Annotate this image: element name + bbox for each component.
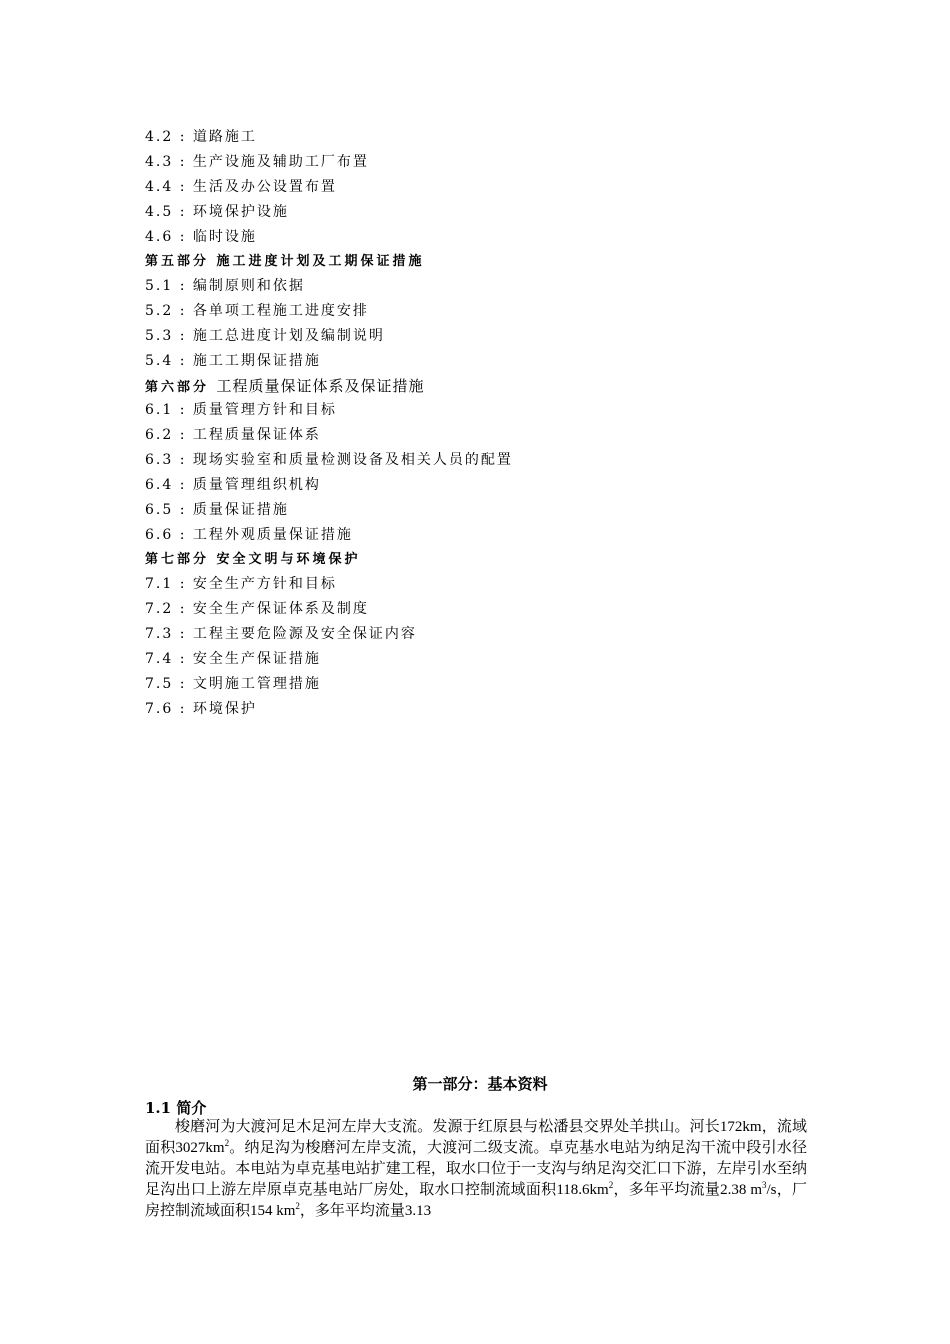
toc-item: 4.6 : 临时设施 bbox=[145, 229, 257, 245]
toc-part-label: 第六部分 bbox=[145, 380, 210, 395]
toc-item: 6.1 : 质量管理方针和目标 bbox=[145, 402, 337, 418]
superscript: 2 bbox=[224, 1138, 230, 1148]
paragraph-text: ，多年平均流量2.38 m bbox=[613, 1182, 763, 1198]
table-of-contents bbox=[145, 127, 845, 724]
toc-item: 4.5 : 环境保护设施 bbox=[145, 204, 289, 220]
toc-item: 4.3 : 生产设施及辅助工厂布置 bbox=[145, 154, 369, 170]
intro-paragraph bbox=[145, 1117, 807, 1222]
toc-part-heading: 第七部分 安全文明与环境保护 bbox=[145, 552, 361, 567]
toc-item: 6.3 : 现场实验室和质量检测设备及相关人员的配置 bbox=[145, 452, 513, 468]
paragraph-text: /s，厂房控制流域面积154 km bbox=[145, 1182, 807, 1219]
toc-item: 7.2 : 安全生产保证体系及制度 bbox=[145, 601, 369, 617]
toc-item: 7.6 : 环境保护 bbox=[145, 701, 257, 717]
toc-item: 5.2 : 各单项工程施工进度安排 bbox=[145, 303, 369, 319]
superscript: 2 bbox=[608, 1180, 614, 1190]
toc-item: 5.4 : 施工工期保证措施 bbox=[145, 353, 321, 369]
subsection-heading: 1.1 简介 bbox=[145, 1099, 207, 1117]
paragraph-text: 。纳足沟为梭磨河左岸支流，大渡河二级支流。卓克基水电站为纳足沟干流中段引水径流开发电站。本电站为卓克基电站扩建工程，取水口位于一支沟与纳足沟交汇口下游，左岸引水至纳足沟出口上游左岸原卓克基电站厂房处，取水口控制流域面积118.6km bbox=[145, 1140, 807, 1198]
toc-part-title: 工程质量保证体系及保证措施 bbox=[216, 377, 425, 395]
paragraph-text: 梭磨河为大渡河足木足河左岸大支流。发源于红原县与松潘县交界处羊拱山。河长172km，流域面积3027km bbox=[145, 1119, 807, 1156]
toc-part-heading bbox=[145, 376, 845, 400]
toc-item: 4.4 : 生活及办公设置布置 bbox=[145, 179, 337, 195]
toc-item: 4.2 : 道路施工 bbox=[145, 129, 257, 145]
toc-item: 6.4 : 质量管理组织机构 bbox=[145, 477, 321, 493]
section-title: 第一部分：基本资料 bbox=[412, 1075, 548, 1093]
toc-item: 7.5 : 文明施工管理措施 bbox=[145, 676, 321, 692]
toc-item: 6.6 : 工程外观质量保证措施 bbox=[145, 527, 353, 543]
toc-item: 7.1 : 安全生产方针和目标 bbox=[145, 576, 337, 592]
toc-item: 6.2 : 工程质量保证体系 bbox=[145, 427, 321, 443]
toc-item: 5.3 : 施工总进度计划及编制说明 bbox=[145, 328, 385, 344]
superscript: 3 bbox=[762, 1180, 767, 1190]
toc-item: 7.4 : 安全生产保证措施 bbox=[145, 651, 321, 667]
paragraph-text: ，多年平均流量3.13 bbox=[299, 1203, 432, 1219]
toc-item: 6.5 : 质量保证措施 bbox=[145, 502, 289, 518]
toc-item: 5.1 : 编制原则和依据 bbox=[145, 278, 305, 294]
superscript: 2 bbox=[295, 1201, 300, 1211]
toc-part-heading: 第五部分 施工进度计划及工期保证措施 bbox=[145, 254, 425, 269]
toc-item: 7.3 : 工程主要危险源及安全保证内容 bbox=[145, 626, 417, 642]
